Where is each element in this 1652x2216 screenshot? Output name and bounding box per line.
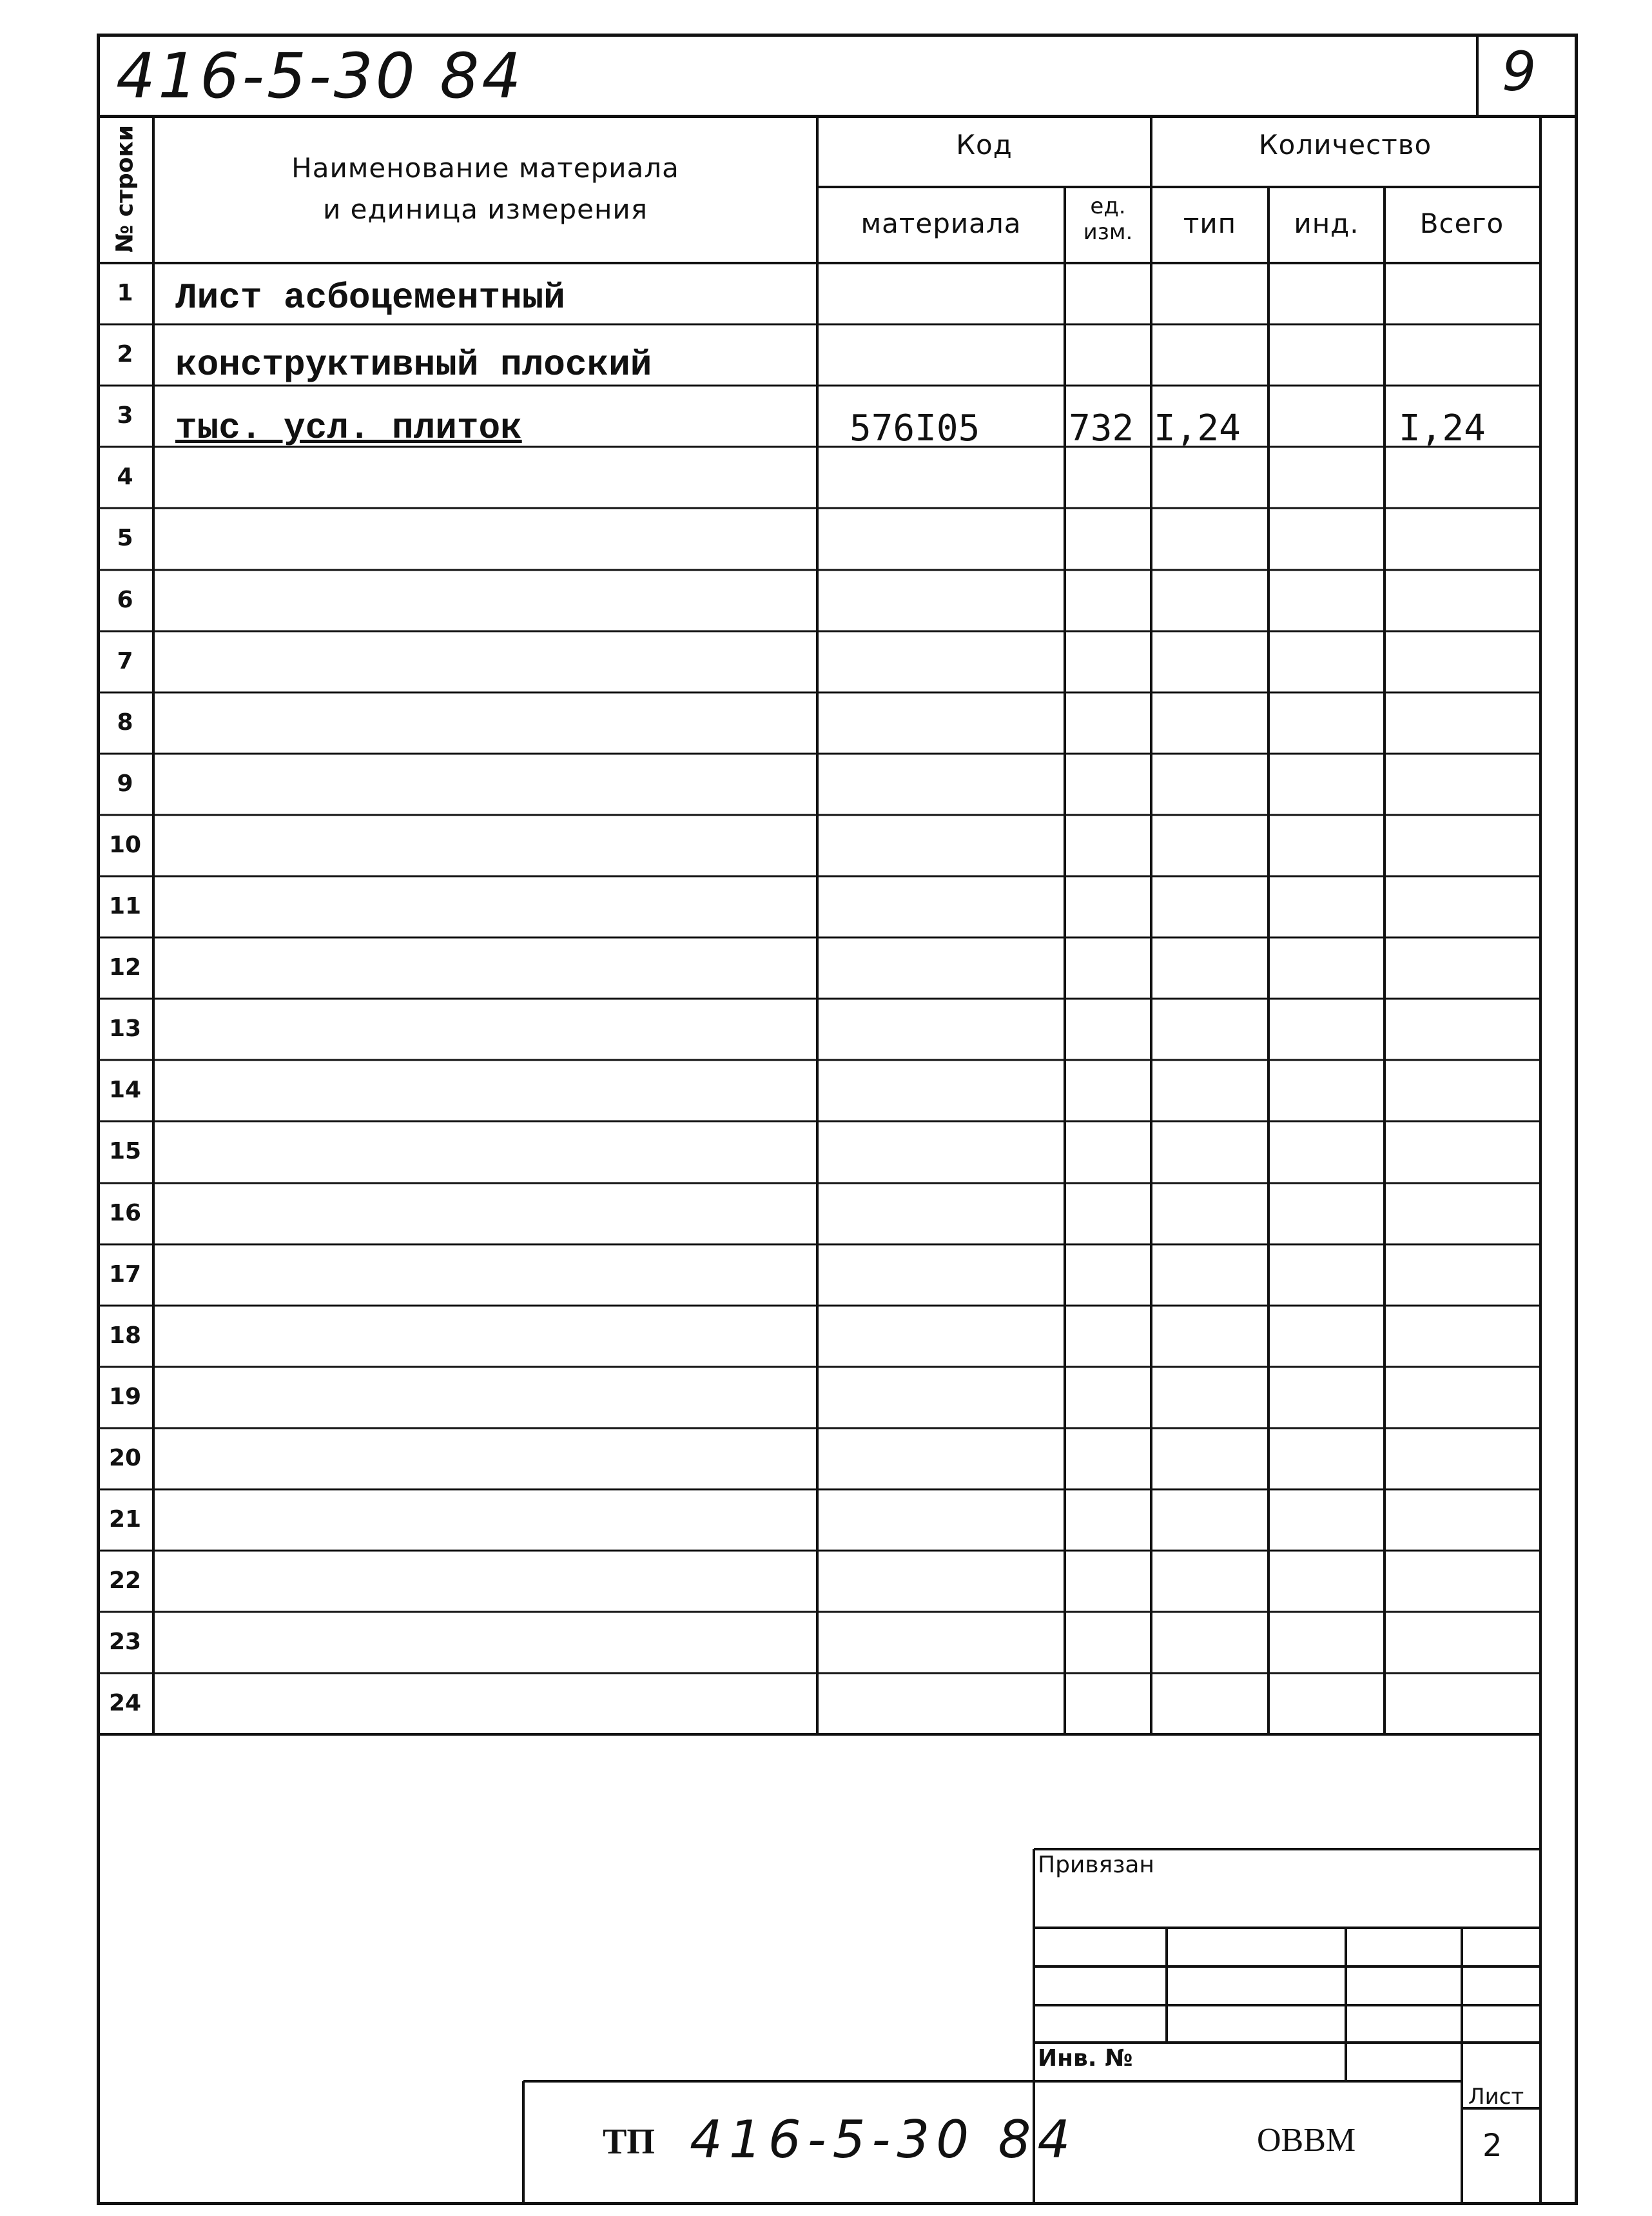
row-2-name: конструктивный плоский xyxy=(175,344,652,386)
quantity-group-header: Количество xyxy=(1258,129,1432,161)
row-number: 8 xyxy=(117,709,133,736)
row-number: 19 xyxy=(108,1384,142,1410)
stamp-org-code: ОВВМ xyxy=(1257,2122,1356,2159)
row-3-name: тыс. усл. плиток xyxy=(175,407,522,449)
row-number: 17 xyxy=(108,1261,142,1288)
row-number: 12 xyxy=(108,954,142,981)
code-group-header: Код xyxy=(956,129,1013,161)
row-number: 18 xyxy=(108,1322,142,1349)
row-number: 4 xyxy=(117,464,133,490)
row-number: 3 xyxy=(117,402,133,429)
row-number: 5 xyxy=(117,525,133,551)
stamp-tp-number: 416-5-30 84 xyxy=(690,2110,1077,2170)
stamp-inv-label: Инв. № xyxy=(1038,2045,1133,2072)
row-number: 23 xyxy=(108,1629,142,1655)
unit-code-header-line2: изм. xyxy=(1083,219,1133,245)
row-number: 20 xyxy=(108,1445,142,1471)
row-3-unit-code: 732 xyxy=(1069,407,1134,449)
name-header-line1: Наименование материала xyxy=(291,152,679,184)
row-number: 16 xyxy=(108,1200,142,1226)
doc-number: 416-5-30 84 xyxy=(116,40,524,112)
row-3-material-code: 576I05 xyxy=(850,407,980,449)
stamp-sheet-number: 2 xyxy=(1482,2128,1502,2164)
row-number: 11 xyxy=(108,893,142,919)
row-3-qty-type: I,24 xyxy=(1154,407,1241,449)
row-1-name: Лист асбоцементный xyxy=(175,277,565,319)
row-3-qty-total: I,24 xyxy=(1399,407,1486,449)
stamp-linked-label: Привязан xyxy=(1038,1852,1154,1878)
row-number: 6 xyxy=(117,587,133,613)
qty-total-header: Всего xyxy=(1419,208,1504,239)
qty-type-header: тип xyxy=(1183,208,1237,239)
row-number: 13 xyxy=(108,1015,142,1042)
row-number: 21 xyxy=(108,1506,142,1533)
row-number-header-label: № строки xyxy=(112,124,139,253)
page-number: 9 xyxy=(1502,40,1537,103)
stamp-tp-prefix: ТП xyxy=(603,2122,655,2162)
name-header-line2: и единица измерения xyxy=(323,193,648,225)
material-code-header: материала xyxy=(860,208,1022,239)
row-number: 22 xyxy=(108,1567,142,1594)
row-number: 9 xyxy=(117,770,133,797)
row-number: 14 xyxy=(108,1077,142,1103)
row-number: 10 xyxy=(108,832,142,858)
row-number: 7 xyxy=(117,648,133,674)
unit-code-header-line1: ед. xyxy=(1090,193,1126,219)
row-number: 2 xyxy=(117,341,133,368)
row-number: 24 xyxy=(108,1690,142,1716)
qty-ind-header: инд. xyxy=(1294,208,1359,239)
row-number: 1 xyxy=(117,280,133,306)
row-number: 15 xyxy=(108,1138,142,1164)
stamp-sheet-label: Лист xyxy=(1468,2084,1524,2110)
